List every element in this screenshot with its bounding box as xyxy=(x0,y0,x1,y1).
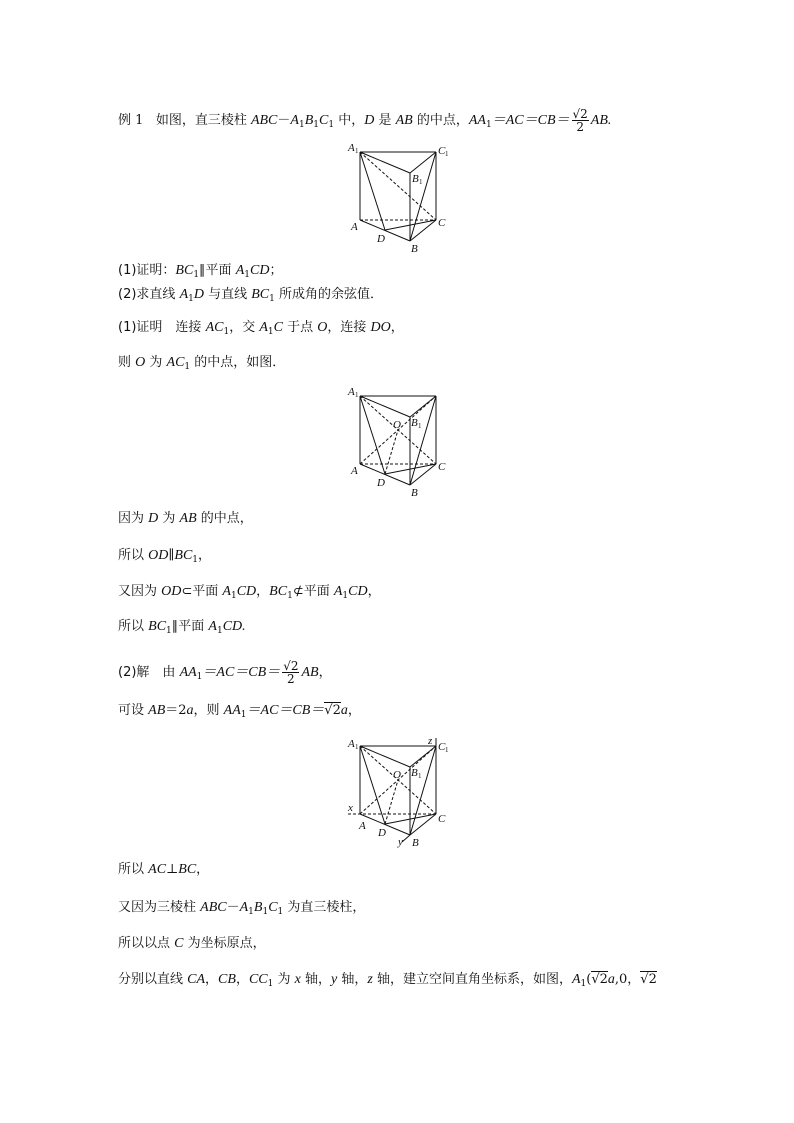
example-label: 例 1 xyxy=(118,113,144,128)
math: AC xyxy=(148,862,167,877)
math: CB xyxy=(218,972,236,987)
label-A: A xyxy=(351,221,358,233)
label-B1: B xyxy=(411,767,418,779)
frac-num: √2 xyxy=(283,659,299,673)
math: CD xyxy=(348,584,368,599)
math: BC xyxy=(269,584,288,599)
solution-line-4 xyxy=(118,900,365,920)
math: ＝2 xyxy=(165,703,187,718)
text: ，则 xyxy=(193,703,224,718)
sub: 1 xyxy=(485,120,492,130)
prism-figure-1 xyxy=(340,138,460,256)
prism-figure-2 xyxy=(340,382,460,500)
symbol: ∥ xyxy=(168,548,175,563)
fraction xyxy=(282,660,299,685)
question-1 xyxy=(118,263,282,283)
text: 又因为三棱柱 xyxy=(118,900,201,915)
text: 则 xyxy=(118,355,136,370)
question-2 xyxy=(118,287,383,307)
text: ， xyxy=(390,320,404,335)
text: 的中点， xyxy=(196,511,253,526)
proof-line-5 xyxy=(118,584,381,604)
math: OD xyxy=(161,584,182,599)
label-sub: 1 xyxy=(419,178,423,186)
text: 所以 xyxy=(118,548,149,563)
sub: 1 xyxy=(248,907,254,917)
math: － xyxy=(277,113,291,128)
text: ∥平面 xyxy=(199,263,236,278)
math: A xyxy=(179,287,189,302)
math: BC xyxy=(174,548,193,563)
solution-line-5 xyxy=(118,936,266,952)
label-A: A xyxy=(351,465,358,477)
edge xyxy=(410,746,436,835)
text: 轴， xyxy=(300,972,331,987)
math: B xyxy=(304,113,314,128)
math: A xyxy=(235,263,245,278)
math: ＝AC＝CB＝ xyxy=(202,665,281,680)
text: 所以 xyxy=(118,619,149,634)
math: ABC xyxy=(200,900,227,915)
label-sub: 1 xyxy=(355,743,359,751)
text: 分别以直线 xyxy=(118,972,188,987)
math: AA xyxy=(223,703,241,718)
text: 为坐标原点， xyxy=(183,936,266,951)
edge xyxy=(385,430,398,474)
text: ， xyxy=(235,972,249,987)
sqrt: √2 xyxy=(640,972,657,987)
sub: 1 xyxy=(216,626,223,636)
label-O: O xyxy=(393,419,401,431)
text: ， xyxy=(318,665,332,680)
edge xyxy=(360,746,410,767)
label-z: z xyxy=(428,735,433,747)
sub: 1 xyxy=(580,979,587,989)
text: ，交 xyxy=(229,320,260,335)
text: (1)证明： xyxy=(118,263,176,278)
text: 因为 xyxy=(118,511,149,526)
math: AB. xyxy=(590,113,612,128)
sub: 1 xyxy=(298,120,305,130)
label-C: C xyxy=(438,813,446,825)
text: 轴， xyxy=(337,972,368,987)
prism-figure-3 xyxy=(340,732,460,850)
math: CD xyxy=(249,263,270,278)
sqrt: √2 xyxy=(591,972,608,987)
sub: 1 xyxy=(188,294,194,304)
math: BC xyxy=(251,287,270,302)
math: AA xyxy=(468,113,486,128)
math: C xyxy=(319,113,329,128)
sub: 1 xyxy=(262,907,269,917)
math: CD. xyxy=(222,619,246,634)
math: B xyxy=(253,900,263,915)
sub: 1 xyxy=(244,270,250,280)
math: D xyxy=(364,113,375,128)
text: ， xyxy=(256,584,270,599)
label-A: A xyxy=(359,820,366,832)
text: 的中点， xyxy=(412,113,469,128)
math: A xyxy=(333,584,343,599)
math: O xyxy=(135,355,146,370)
label-B: B xyxy=(412,837,419,849)
sub: 1 xyxy=(240,710,247,720)
math: A xyxy=(239,900,249,915)
math: ABC xyxy=(250,113,278,128)
problem-statement xyxy=(118,108,611,133)
text: (2)求直线 xyxy=(118,287,180,302)
sub: 1 xyxy=(166,626,172,636)
frac-den: 2 xyxy=(576,120,584,134)
math: C xyxy=(273,320,283,335)
label-sub: 1 xyxy=(355,147,359,155)
math: AC xyxy=(166,355,185,370)
sub: 1 xyxy=(267,979,274,989)
text: ⊂平面 xyxy=(181,584,223,599)
math: A xyxy=(259,320,268,335)
solution-line-2 xyxy=(118,703,361,723)
label-D: D xyxy=(377,233,385,245)
label-C: C xyxy=(438,461,446,473)
math: a xyxy=(607,972,615,987)
math: A xyxy=(290,113,299,128)
label-A1: A xyxy=(348,738,355,750)
sub: 1 xyxy=(184,362,191,372)
text: ， xyxy=(347,703,361,718)
label-sub: 1 xyxy=(445,150,449,158)
math: BC xyxy=(178,862,197,877)
text: 如图，直三棱柱 xyxy=(155,113,251,128)
text: ∥平面 xyxy=(171,619,209,634)
text: 的中点，如图． xyxy=(190,355,286,370)
label-B: B xyxy=(411,243,418,255)
label-x: x xyxy=(348,802,353,814)
text: 为 xyxy=(273,972,295,987)
sub: 1 xyxy=(313,120,320,130)
edge xyxy=(410,464,436,485)
text: 为直三棱柱， xyxy=(283,900,366,915)
label-B1: B xyxy=(411,417,418,429)
edge xyxy=(410,220,436,241)
label-B1: B xyxy=(412,173,419,185)
solution-line-6 xyxy=(118,972,657,992)
edge xyxy=(360,396,410,417)
math: y xyxy=(331,972,338,987)
text: 所以以点 xyxy=(118,936,175,951)
text: ， xyxy=(205,972,219,987)
math: A xyxy=(571,972,581,987)
proof-line-2 xyxy=(118,355,285,375)
sub: 1 xyxy=(230,591,237,601)
math: BC xyxy=(175,263,194,278)
math: AB xyxy=(148,703,166,718)
text: 轴，建立空间直角坐标系，如图， xyxy=(372,972,572,987)
label-sub: 1 xyxy=(418,772,422,780)
label-sub: 1 xyxy=(445,746,449,754)
text: ，连接 xyxy=(327,320,371,335)
edge xyxy=(410,814,436,835)
fraction xyxy=(572,108,589,133)
math: C xyxy=(268,900,278,915)
sub: 1 xyxy=(269,294,275,304)
sub: 1 xyxy=(287,591,293,601)
text: ； xyxy=(269,263,283,278)
symbol: ⊥ xyxy=(166,862,179,877)
edge xyxy=(360,152,410,173)
math: A xyxy=(208,619,217,634)
label-sub: 1 xyxy=(355,391,359,399)
label-sub: 1 xyxy=(418,422,422,430)
math: z xyxy=(367,972,373,987)
sub: 1 xyxy=(267,327,274,337)
text: 中， xyxy=(334,113,365,128)
sub: 1 xyxy=(193,270,200,280)
text: 于点 xyxy=(282,320,318,335)
proof-line-4 xyxy=(118,548,211,568)
text: ⊄平面 xyxy=(292,584,334,599)
text: 可设 xyxy=(118,703,149,718)
proof-line-1 xyxy=(118,320,404,340)
sub: 1 xyxy=(192,555,199,565)
label-C: C xyxy=(438,217,446,229)
math: CA xyxy=(187,972,206,987)
math: O xyxy=(317,320,328,335)
proof-line-6 xyxy=(118,619,246,639)
label-C1: C xyxy=(438,145,446,157)
math: DO xyxy=(370,320,391,335)
label-A1: A xyxy=(348,142,355,154)
text: 为 xyxy=(158,511,180,526)
edge xyxy=(410,152,436,241)
edge xyxy=(410,396,436,485)
label-y: y xyxy=(398,836,403,848)
math: － xyxy=(226,900,240,915)
math: D xyxy=(193,287,204,302)
label-D: D xyxy=(377,477,385,489)
text: 所成角的余弦值． xyxy=(274,287,384,302)
edge xyxy=(360,220,410,241)
text: ， xyxy=(198,548,212,563)
text: ， xyxy=(196,862,210,877)
math: ＝AC＝CB＝ xyxy=(246,703,325,718)
label-O: O xyxy=(393,769,401,781)
frac-den: 2 xyxy=(287,672,295,686)
frac-num: √2 xyxy=(572,107,588,121)
math: x xyxy=(294,972,301,987)
sub: 1 xyxy=(223,327,230,337)
math: CD xyxy=(236,584,257,599)
edge xyxy=(410,152,436,173)
math: CC xyxy=(248,972,268,987)
proof-line-3 xyxy=(118,511,253,527)
math: AC xyxy=(205,320,224,335)
math: AB xyxy=(179,511,197,526)
math: A xyxy=(222,584,231,599)
text: (1)证明 连接 xyxy=(118,320,206,335)
edge xyxy=(402,835,410,842)
math: ,0， xyxy=(614,972,641,987)
solution-line-1 xyxy=(118,660,332,685)
math: BC xyxy=(148,619,167,634)
label-C1: C xyxy=(438,741,446,753)
sub: 1 xyxy=(328,120,335,130)
math: AB xyxy=(395,113,413,128)
text: 所以 xyxy=(118,862,149,877)
label-D: D xyxy=(378,827,386,839)
sub: 1 xyxy=(277,907,284,917)
edge xyxy=(385,780,398,824)
math: C xyxy=(174,936,184,951)
math: a xyxy=(340,703,348,718)
text: 为 xyxy=(145,355,167,370)
text: 是 xyxy=(374,113,396,128)
text: ， xyxy=(367,584,381,599)
text: 与直线 xyxy=(203,287,252,302)
math: ＝AC＝CB＝ xyxy=(491,113,570,128)
label-A1: A xyxy=(348,386,355,398)
math: a xyxy=(186,703,194,718)
text: (2)解 由 xyxy=(118,665,180,680)
math: ( xyxy=(586,972,592,987)
sub: 1 xyxy=(342,591,349,601)
sqrt: √2 xyxy=(324,703,341,718)
math: D xyxy=(148,511,159,526)
label-B: B xyxy=(411,487,418,499)
edge xyxy=(360,464,410,485)
sub: 1 xyxy=(196,672,203,682)
math: OD xyxy=(148,548,169,563)
math: AB xyxy=(301,665,319,680)
solution-line-3 xyxy=(118,862,209,878)
text: 又因为 xyxy=(118,584,162,599)
math: AA xyxy=(179,665,197,680)
